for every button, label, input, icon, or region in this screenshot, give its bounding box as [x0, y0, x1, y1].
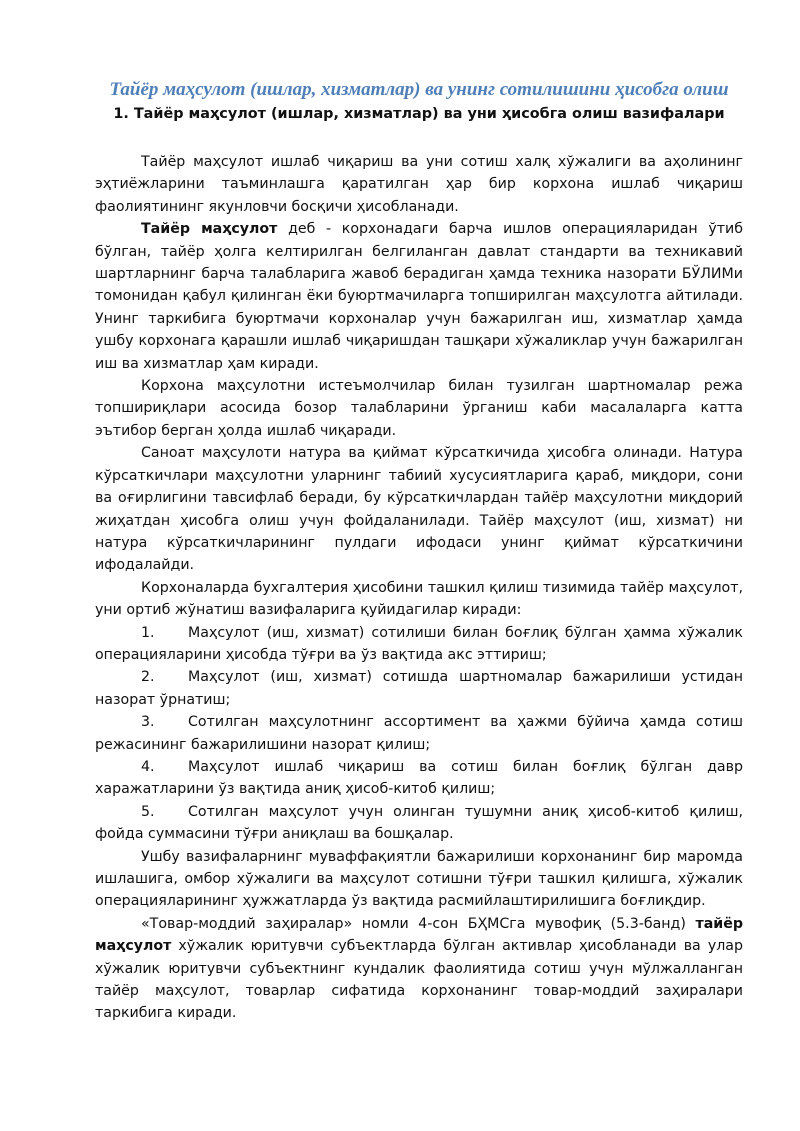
- list-item-number: 4.: [141, 758, 155, 775]
- list-item: [95, 666, 743, 711]
- paragraph-text: хўжалик юритувчи субъектларда бўлган активлар ҳисобланади ва улар хўжалик юритувчи субъектнинг кундалик фаолиятида сотиш учун мўлжалланган тайёр маҳсулот, товарлар сифатида корхонанинг товар-моддий заҳиралари таркибига киради.: [95, 938, 743, 1022]
- bold-term: тайёр маҳсулот: [95, 915, 743, 955]
- document-page: [95, 78, 743, 1025]
- list-item-text: Маҳсулот (иш, хизмат) сотишда шартномалар бажарилиши устидан назорат ўрнатиш;: [95, 669, 743, 708]
- paragraph-text: «Товар-моддий заҳиралар» номли 4-сон БҲМСга мувофиқ (5.3-банд): [141, 915, 696, 932]
- list-item-number: 1.: [141, 624, 155, 641]
- paragraph-standard: [95, 913, 743, 1025]
- list-item-number: 5.: [141, 803, 155, 820]
- bold-term: Тайёр маҳсулот: [141, 221, 278, 238]
- list-item-text: Маҳсулот ишлаб чиқариш ва сотиш билан боғлиқ бўлган давр харажатларини ўз вақтида аниқ ҳисоб-китоб қилиш;: [95, 758, 743, 798]
- list-item: [95, 711, 743, 756]
- section-heading: 1. Тайёр маҳсулот (ишлар, хизматлар) ва уни ҳисобга олиш вазифалари: [113, 106, 725, 122]
- list-item: [95, 622, 743, 667]
- list-item: [95, 756, 743, 801]
- list-item-text: Маҳсулот (иш, хизмат) сотилиши билан боғлиқ бўлган ҳамма хўжалик операцияларини ҳисобда тўғри ва ўз вақтида акс эттириш;: [95, 624, 743, 663]
- list-item-text: Сотилган маҳсулотнинг ассортимент ва ҳажми бўйича ҳамда сотиш режасининг бажарилишини назорат қилиш;: [95, 714, 743, 753]
- list-item-text: Сотилган маҳсулот учун олинган тушумни аниқ ҳисоб-китоб қилиш, фойда суммасини тўғри аниқлаш ва бошқалар.: [95, 803, 743, 843]
- document-body: [95, 151, 743, 1025]
- paragraph-text: деб - корхонадаги барча ишлов операцияларидан ўтиб бўлган, тайёр ҳолга келтирилган белгиланган давлат стандарти ва техникавий шартларнинг барча талабларига жавоб берадиган ҳамда техника назорати БЎЛИМи томонидан қабул қилинган ёки буюртмачиларга топширилган маҳсулотга айтилади. Унинг таркибига буюртмачи корхоналар учун бажарилган иш, хизматлар ҳамда ушбу корхонага қарашли ишлаб чиқаришдан ташқари хўжаликлар учун бажарилган иш ва хизматлар ҳам киради.: [95, 221, 743, 372]
- document-title: Тайёр маҳсулот (ишлар, хизматлар) ва унинг сотилишини ҳисобга олиш: [109, 79, 729, 100]
- paragraph: Тайёр маҳсулот ишлаб чиқариш ва уни сотиш халқ хўжалиги ва аҳолининг эҳтиёжларини таъминлашга қаратилган ҳар бир корхона ишлаб чиқариш фаолиятининг якунловчи босқичи ҳисобланади.: [95, 154, 743, 215]
- paragraph: Корхона маҳсулотни истеъмолчилар билан тузилган шартномалар режа топшириқлари асосида бозор талабларини ўрганиш каби масалаларга катта эътибор берган ҳолда ишлаб чиқаради.: [95, 378, 743, 439]
- list-item: [95, 801, 743, 846]
- list-item-number: 2.: [141, 669, 155, 686]
- paragraph: Саноат маҳсулоти натура ва қиймат кўрсаткичида ҳисобга олинади. Натура кўрсаткичлари маҳсулотни уларнинг табиий хусусиятларига қараб, миқдори, сони ва оғирлигини тавсифлаб беради, бу кўрсаткичлардан тайёр маҳсулотни миқдорий жиҳатдан ҳисобга олиш учун фойдаланилади. Тайёр маҳсулот (иш, хизмат) ни натура кўрсаткичларининг пулдаги ифодаси унинг қиймат кўрсаткичини ифодалайди.: [95, 445, 743, 574]
- list-item-number: 3.: [141, 714, 155, 731]
- paragraph: Ушбу вазифаларнинг муваффақиятли бажарилиши корхонанинг бир маромда ишлашига, омбор хўжалиги ва маҳсулот сотишни тўғри ташкил қилишга, хўжалик операцияларининг ҳужжатларда ўз вақтида расмийлаштирилишига боғлиқдир.: [95, 848, 743, 910]
- paragraph-definition: [95, 218, 743, 375]
- paragraph: Корхоналарда бухгалтерия ҳисобини ташкил қилиш тизимида тайёр маҳсулот, уни ортиб жўнатиш вазифаларига қуйидагилар киради:: [95, 579, 743, 619]
